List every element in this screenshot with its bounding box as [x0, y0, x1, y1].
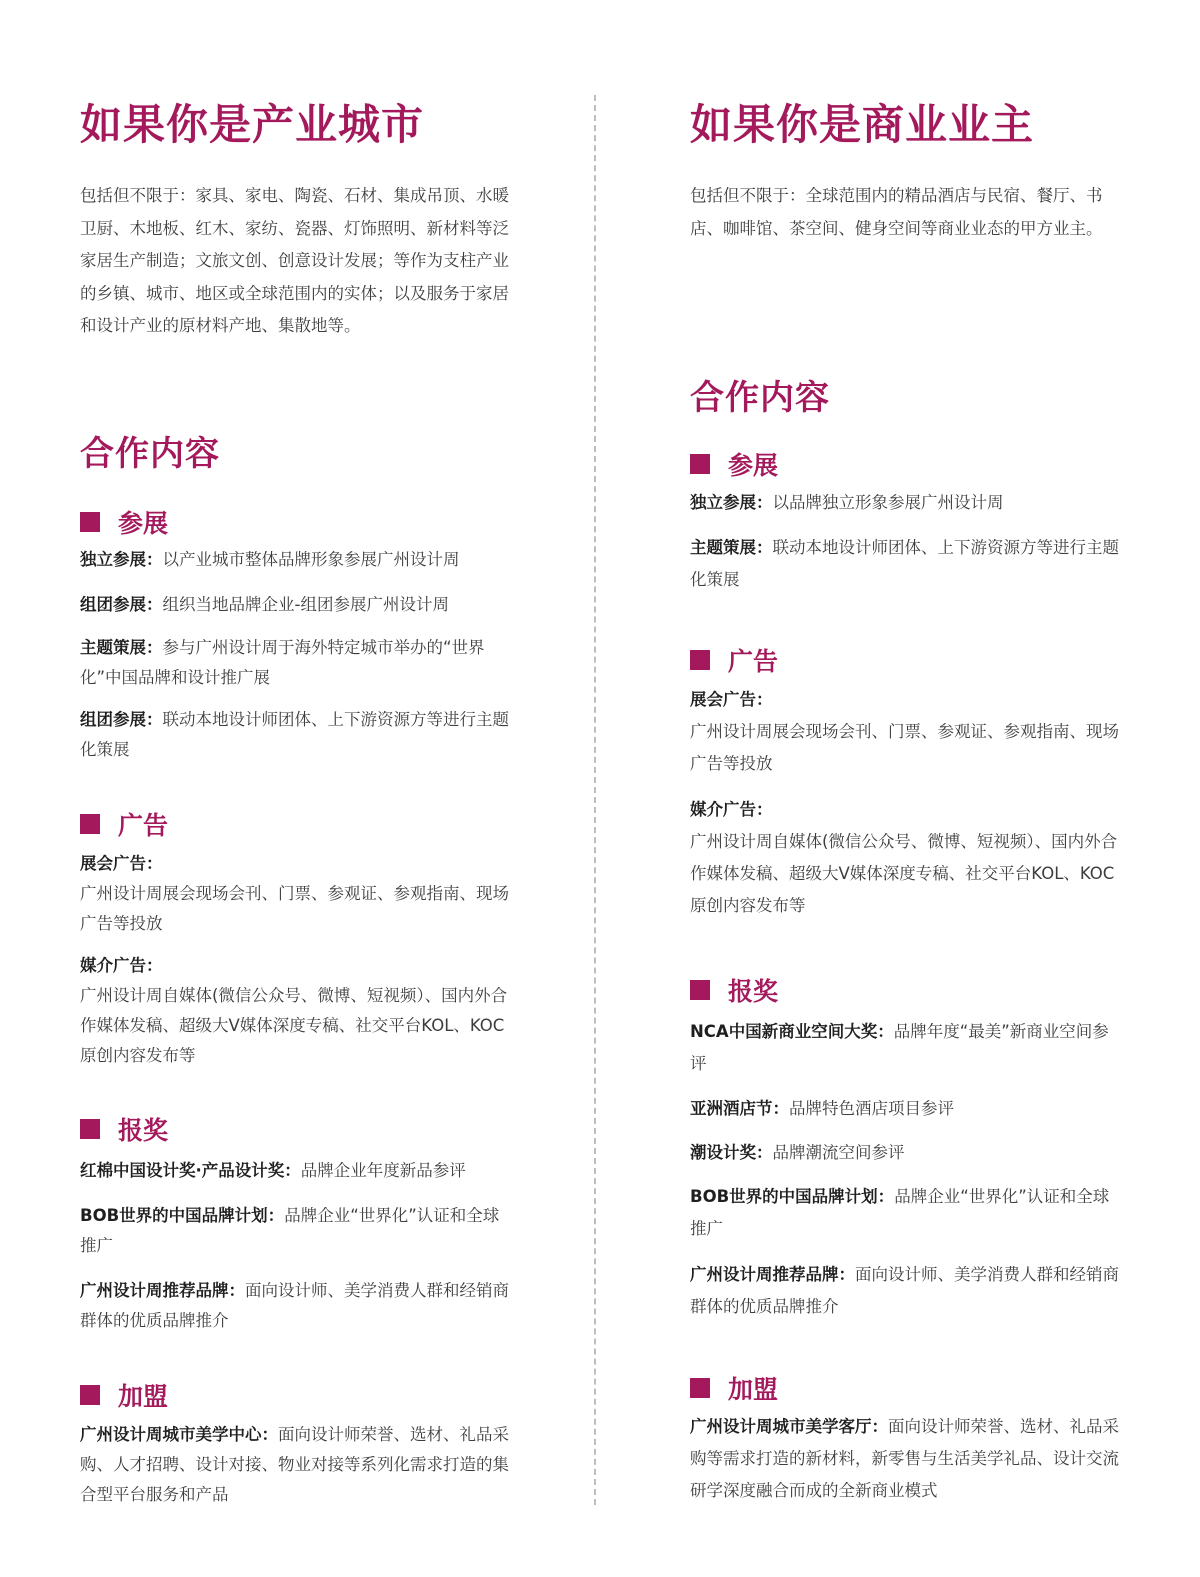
square-bullet-icon — [80, 814, 100, 834]
square-bullet-icon — [80, 1385, 100, 1405]
square-bullet-icon — [690, 980, 710, 1000]
square-bullet-icon — [80, 1119, 100, 1139]
square-bullet-icon — [690, 650, 710, 670]
right-exhibit-heading-label: 参展 — [728, 451, 779, 480]
right-join-item-1: 广州设计周城市美学客厅：面向设计师荣誉、选材、礼品采购等需求打造的新材料，新零售与生活美学礼品、设计交流研学深度融合而成的全新商业模式 — [690, 1417, 1119, 1500]
left-exhibit-item-4: 组团参展：联动本地设计师团体、上下游资源方等进行主题化策展 — [80, 710, 509, 759]
right-ads-item-1: 展会广告： 广州设计周展会现场会刊、门票、参观证、参观指南、现场广告等投放 — [690, 690, 1119, 773]
right-join-heading — [690, 1370, 1120, 1406]
left-join-item-1: 广州设计周城市美学中心：面向设计师荣誉、选材、礼品采购、人才招聘、设计对接、物业对接等系列化需求打造的集合型平台服务和产品 — [80, 1425, 509, 1504]
right-intro: 包括但不限于：全球范围内的精品酒店与民宿、餐厅、书店、咖啡馆、茶空间、健身空间等商业业态的甲方业主。 — [690, 186, 1103, 238]
right-ads-heading-label: 广告 — [728, 647, 779, 676]
left-awards-heading-label: 报奖 — [118, 1116, 169, 1145]
right-ads-item-2: 媒介广告： 广州设计周自媒体(微信公众号、微博、短视频）、国内外合作媒体发稿、超级大V媒体深度专稿、社交平台KOL、KOC原创内容发布等 — [690, 800, 1118, 915]
column-divider — [594, 95, 596, 1505]
left-join-heading — [80, 1377, 510, 1413]
left-awards-item-2: BOB世界的中国品牌计划：品牌企业“世界化”认证和全球推广 — [80, 1206, 500, 1255]
right-awards-heading-label: 报奖 — [728, 977, 779, 1006]
left-exhibit-heading — [80, 504, 510, 540]
right-awards-heading — [690, 972, 1120, 1008]
left-ads-heading-label: 广告 — [118, 811, 169, 840]
right-awards-item-5: 广州设计周推荐品牌：面向设计师、美学消费人群和经销商群体的优质品牌推介 — [690, 1265, 1119, 1316]
square-bullet-icon — [80, 512, 100, 532]
left-ads-heading — [80, 806, 510, 842]
right-awards-item-4: BOB世界的中国品牌计划：品牌企业“世界化”认证和全球推广 — [690, 1187, 1110, 1238]
right-title: 如果你是商业业主 — [690, 100, 1035, 149]
right-awards-item-1: NCA中国新商业空间大奖：品牌年度“最美”新商业空间参评 — [690, 1022, 1109, 1073]
right-awards-item-2: 亚洲酒店节：品牌特色酒店项目参评 — [690, 1099, 954, 1118]
right-exhibit-item-2: 主题策展：联动本地设计师团体、上下游资源方等进行主题化策展 — [690, 538, 1119, 589]
left-exhibit-item-1: 独立参展：以产业城市整体品牌形象参展广州设计周 — [80, 550, 460, 569]
left-ads-item-1: 展会广告： 广州设计周展会现场会刊、门票、参观证、参观指南、现场广告等投放 — [80, 854, 509, 933]
left-join-heading-label: 加盟 — [118, 1382, 169, 1411]
left-intro: 包括但不限于：家具、家电、陶瓷、石材、集成吊顶、水暖卫厨、木地板、红木、家纺、瓷器、灯饰照明、新材料等泛家居生产制造；文旅文创、创意设计发展；等作为支柱产业的乡镇、城市、地区或全球范围内的实体；以及服务于家居和设计产业的原材料产地、集散地等。 — [80, 186, 509, 335]
left-exhibit-item-3: 主题策展：参与广州设计周于海外特定城市举办的“世界化”中国品牌和设计推广展 — [80, 638, 485, 687]
left-title: 如果你是产业城市 — [80, 100, 425, 149]
left-awards-heading — [80, 1111, 510, 1147]
square-bullet-icon — [690, 1378, 710, 1398]
left-awards-item-1: 红棉中国设计奖·产品设计奖：品牌企业年度新品参评 — [80, 1161, 466, 1180]
right-awards-item-3: 潮设计奖：品牌潮流空间参评 — [690, 1143, 905, 1162]
right-ads-heading — [690, 642, 1120, 678]
left-exhibit-heading-label: 参展 — [118, 509, 169, 538]
right-exhibit-heading — [690, 446, 1120, 482]
left-ads-item-2: 媒介广告： 广州设计周自媒体(微信公众号、微博、短视频）、国内外合作媒体发稿、超级大V媒体深度专稿、社交平台KOL、KOC原创内容发布等 — [80, 956, 508, 1065]
left-coop-title: 合作内容 — [80, 434, 220, 474]
left-exhibit-item-2: 组团参展：组织当地品牌企业-组团参展广州设计周 — [80, 595, 449, 614]
right-coop-title: 合作内容 — [690, 378, 830, 418]
square-bullet-icon — [690, 454, 710, 474]
left-awards-item-3: 广州设计周推荐品牌：面向设计师、美学消费人群和经销商群体的优质品牌推介 — [80, 1281, 509, 1330]
right-join-heading-label: 加盟 — [728, 1375, 779, 1404]
right-exhibit-item-1: 独立参展：以品牌独立形象参展广州设计周 — [690, 493, 1004, 512]
